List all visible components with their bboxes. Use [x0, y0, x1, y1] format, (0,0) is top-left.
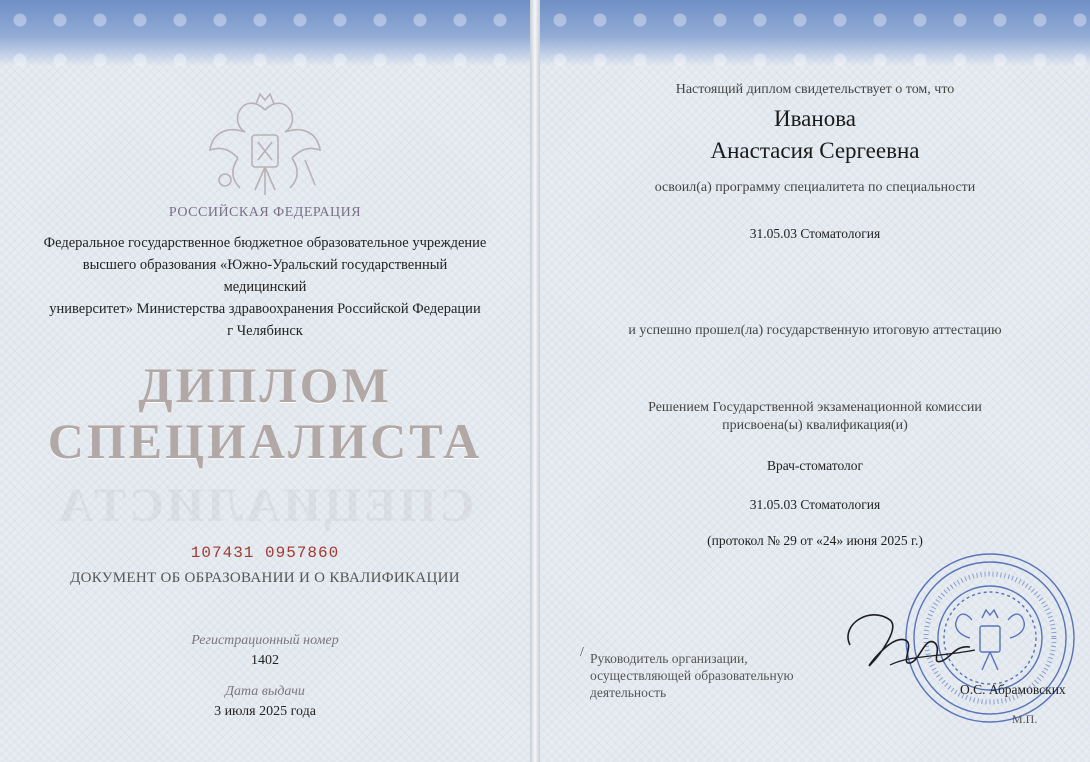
decorative-top-band [540, 0, 1090, 66]
signer-name: О.С. Абрамовских [960, 682, 1066, 697]
organization-name [40, 232, 490, 342]
double-headed-eagle-emblem-icon [200, 80, 330, 210]
certification-intro: Настоящий диплом свидетельствует о том, что [675, 82, 955, 97]
head-of-organization-label [590, 650, 830, 701]
organization-line: университет» Министерства здравоохранения Российской Федерации [49, 301, 481, 317]
diploma-title-line1: ДИПЛОМ [138, 357, 392, 413]
head-label-line: осуществляющей образовательную [590, 668, 794, 683]
document-type: ДОКУМЕНТ ОБ ОБРАЗОВАНИИ И О КВАЛИФИКАЦИИ [70, 570, 460, 586]
country-name: РОССИЙСКАЯ ФЕДЕРАЦИЯ [168, 205, 362, 220]
decorative-top-band [0, 0, 530, 66]
handwritten-signature-icon [830, 595, 980, 685]
registration-number: 1402 [251, 653, 279, 668]
qualification: Врач-стоматолог [766, 458, 864, 473]
mark-slash: / [580, 645, 584, 660]
head-label-line: деятельность [590, 685, 667, 700]
organization-line: высшего образования «Южно-Уральский государственный медицинский [82, 257, 448, 295]
graduate-given-names: Анастасия Сергеевна [710, 138, 920, 163]
diploma-title-line2: СПЕЦИАЛИСТА [47, 413, 483, 469]
program-intro: освоил(а) программу специалитета по специальности [654, 180, 976, 195]
diploma-right-page [540, 0, 1090, 762]
commission-decision-line1: Решением Государственной экзаменационной комиссии [648, 400, 982, 415]
specialty: 31.05.03 Стоматология [749, 226, 881, 241]
attestation-text: и успешно прошел(ла) государственную итоговую аттестацию [628, 323, 1002, 338]
seal-place-mark: М.П. [1012, 712, 1038, 726]
protocol: (протокол № 29 от «24» июня 2025 г.) [707, 533, 923, 548]
diploma-left-page [0, 0, 530, 762]
issue-date-label: Дата выдачи [225, 684, 305, 699]
registration-label: Регистрационный номер [191, 633, 339, 648]
issue-date: 3 июля 2025 года [214, 704, 316, 719]
spine-gutter [530, 0, 540, 762]
organization-line: Федеральное государственное бюджетное образовательное учреждение [43, 235, 487, 251]
organization-city: г Челябинск [227, 323, 303, 339]
qualification-specialty: 31.05.03 Стоматология [749, 497, 881, 512]
head-label-line: Руководитель организации, [590, 651, 748, 666]
title-show-through: СПЕЦИАЛИСТА [55, 479, 475, 532]
commission-decision-line2: присвоена(ы) квалификация(и) [722, 418, 908, 433]
serial-number: 107431 0957860 [190, 544, 340, 562]
graduate-surname: Иванова [774, 106, 856, 131]
